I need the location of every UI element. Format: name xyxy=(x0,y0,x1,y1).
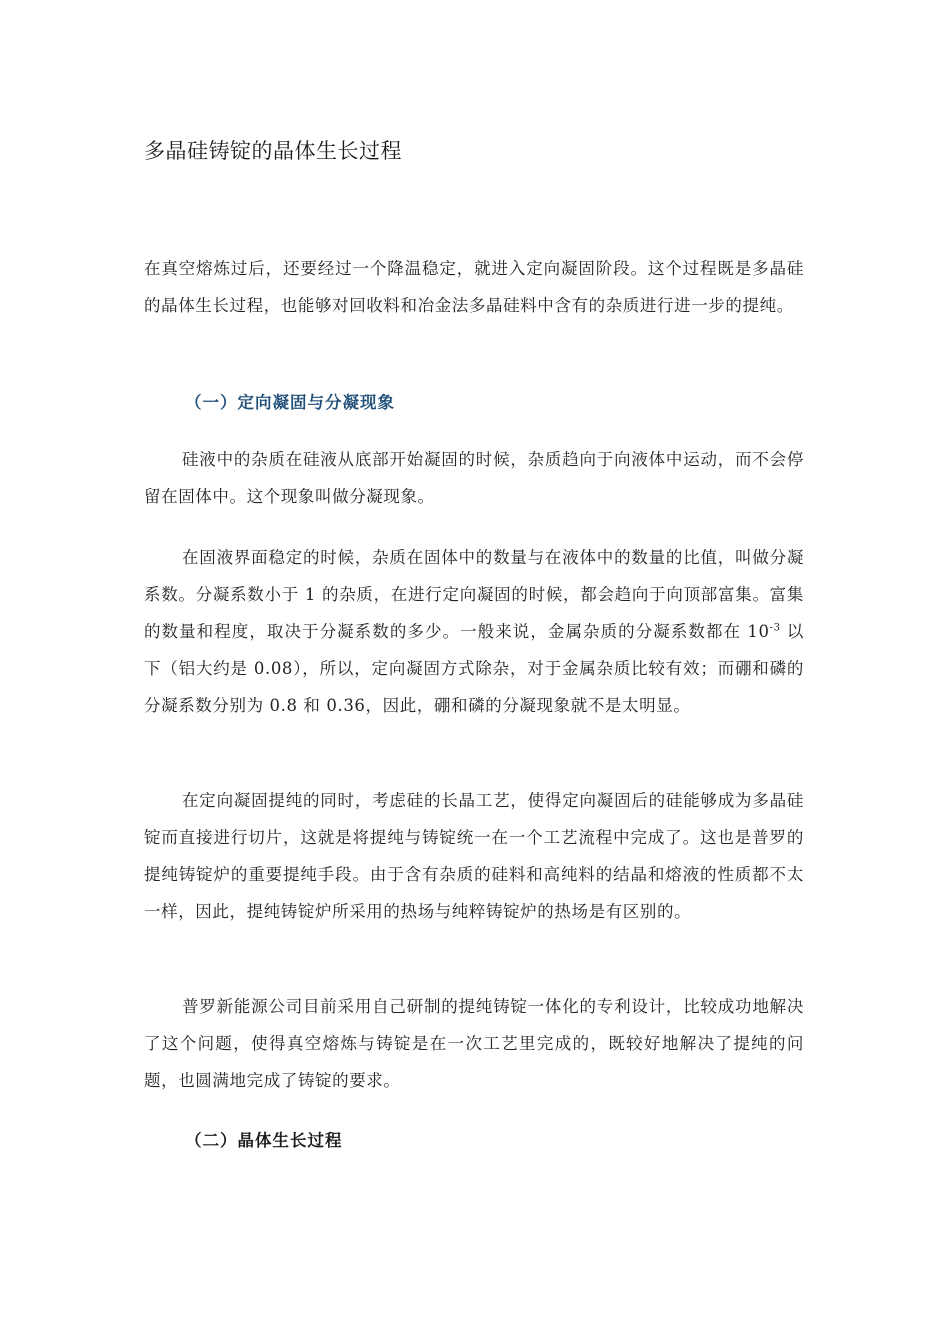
document-title: 多晶硅铸锭的晶体生长过程 xyxy=(144,139,402,163)
paragraph-intro: 在真空熔炼过后，还要经过一个降温稳定，就进入定向凝固阶段。这个过程既是多晶硅的晶体生长过程，也能够对回收料和冶金法多晶硅料中含有的杂质进行进一步的提纯。 xyxy=(144,259,804,315)
paragraph-text-part1: 在固液界面稳定的时候，杂质在固体中的数量与在液体中的数量的比值，叫做分凝系数。分凝系数小于 1 的杂质，在进行定向凝固的时候，都会趋向于向顶部富集。富集的数量和程度，取决于分凝系数的多少。一般来说，金属杂质的分凝系数都在 10 xyxy=(144,548,804,641)
paragraph-company-design: 普罗新能源公司目前采用自己研制的提纯铸锭一体化的专利设计，比较成功地解决了这个问题，使得真空熔炼与铸锭是在一次工艺里完成的，既较好地解决了提纯的问题，也圆满地完成了铸锭的要求。 xyxy=(144,997,804,1090)
section-heading-1: （一）定向凝固与分凝现象 xyxy=(185,393,395,412)
paragraph-segregation: 硅液中的杂质在硅液从底部开始凝固的时候，杂质趋向于向液体中运动，而不会停留在固体中。这个现象叫做分凝现象。 xyxy=(144,450,804,506)
paragraph-purification-casting: 在定向凝固提纯的同时，考虑硅的长晶工艺，使得定向凝固后的硅能够成为多晶硅锭而直接进行切片，这就是将提纯与铸锭统一在一个工艺流程中完成了。这也是普罗的提纯铸锭炉的重要提纯手段。由于含有杂质的硅料和高纯料的结晶和熔液的性质都不太一样，因此，提纯铸锭炉所采用的热场与纯粹铸锭炉的热场是有区别的。 xyxy=(144,791,804,921)
superscript-exponent: -3 xyxy=(769,622,781,634)
section-heading-2: （二）晶体生长过程 xyxy=(185,1131,343,1150)
paragraph-text-part2: 以下（铝大约是 0.08），所以，定向凝固方式除杂，对于金属杂质比较有效；而硼和磷的分凝系数分别为 0.8 和 0.36，因此，硼和磷的分凝现象就不是太明显。 xyxy=(144,622,804,715)
paragraph-segregation-coefficient xyxy=(144,539,804,724)
